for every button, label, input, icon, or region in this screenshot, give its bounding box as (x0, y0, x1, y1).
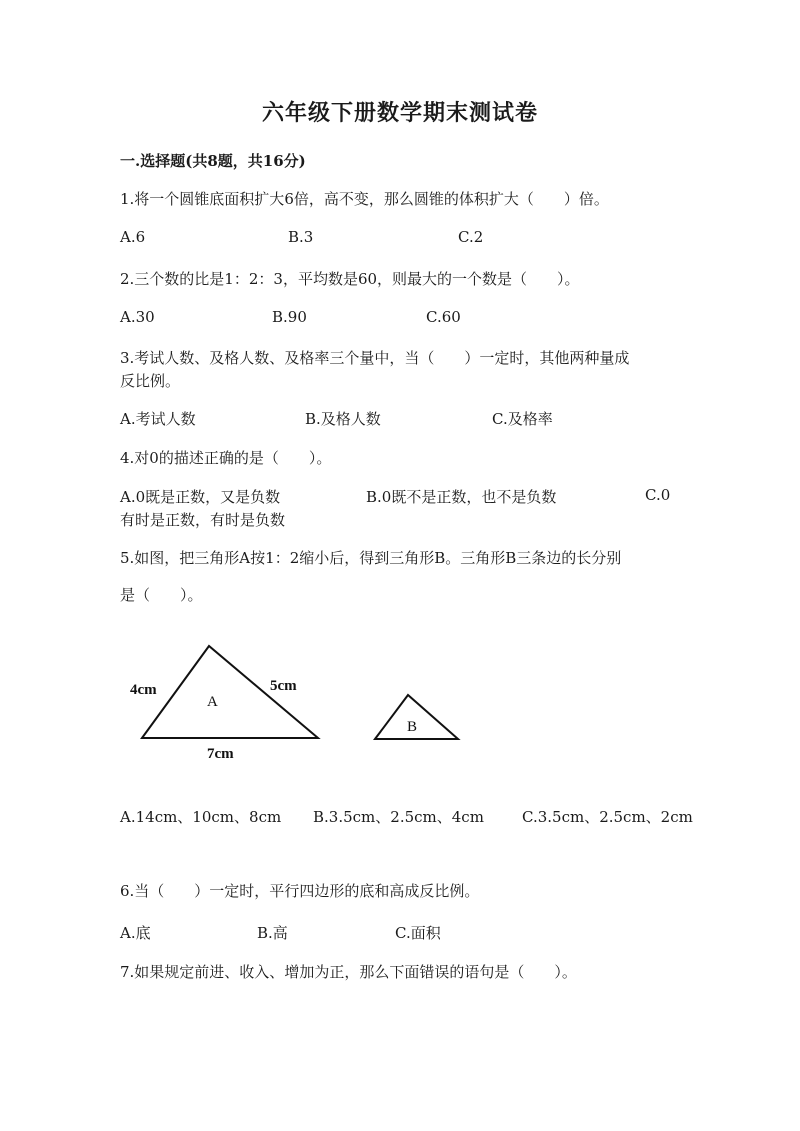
question-3-text-line-2: 反比例。 (120, 372, 181, 390)
question-1-option-a[interactable]: A.6 (120, 228, 146, 246)
question-3-option-b[interactable]: B.及格人数 (305, 410, 381, 428)
question-6-text: 6.当（ ）一定时，平行四边形的底和高成反比例。 (120, 882, 480, 900)
question-6-option-a[interactable]: A.底 (120, 924, 151, 942)
question-2-option-a[interactable]: A.30 (120, 308, 155, 326)
question-2-option-b[interactable]: B.90 (272, 308, 307, 326)
triangle-a-label: A (207, 694, 218, 710)
page-title: 六年级下册数学期末测试卷 (261, 100, 538, 126)
question-3-option-a[interactable]: A.考试人数 (120, 410, 196, 428)
question-4-option-c-continued[interactable]: 有时是正数，有时是负数 (120, 511, 286, 529)
section-heading: 一.选择题(共8题，共16分) (120, 152, 306, 170)
question-4-option-a[interactable]: A.0既是正数，又是负数 (120, 488, 281, 506)
question-4-option-c[interactable]: C.0 (645, 486, 671, 504)
question-5-text-line-2: 是（ ）。 (120, 586, 203, 604)
question-2-text: 2.三个数的比是1：2：3，平均数是60，则最大的一个数是（ ）。 (120, 270, 580, 288)
question-4-text: 4.对0的描述正确的是（ ）。 (120, 449, 332, 467)
question-1-option-b[interactable]: B.3 (288, 228, 314, 246)
question-3-text-line-1: 3.考试人数、及格人数、及格率三个量中，当（ ）一定时，其他两种量成 (120, 349, 630, 367)
question-2-option-c[interactable]: C.60 (426, 308, 461, 326)
triangle-figure (120, 638, 480, 768)
question-7-text: 7.如果规定前进、收入、增加为正，那么下面错误的语句是（ ）。 (120, 963, 577, 981)
question-1-option-c[interactable]: C.2 (458, 228, 484, 246)
question-5-option-a[interactable]: A.14cm、10cm、8cm (120, 808, 282, 826)
triangle-a-right-side-label: 5cm (270, 678, 297, 694)
question-1-text: 1.将一个圆锥底面积扩大6倍，高不变，那么圆锥的体积扩大（ ）倍。 (120, 190, 609, 208)
question-6-option-b[interactable]: B.高 (257, 924, 288, 942)
question-5-text-line-1: 5.如图，把三角形A按1：2缩小后，得到三角形B。三角形B三条边的长分别 (120, 549, 622, 567)
triangle-b-label: B (407, 719, 418, 735)
question-3-option-c[interactable]: C.及格率 (492, 410, 553, 428)
triangle-a-bottom-side-label: 7cm (207, 746, 234, 762)
question-5-option-c[interactable]: C.3.5cm、2.5cm、2cm (522, 808, 693, 826)
question-4-option-b[interactable]: B.0既不是正数，也不是负数 (366, 488, 557, 506)
question-6-option-c[interactable]: C.面积 (395, 924, 441, 942)
triangle-a-left-side-label: 4cm (130, 682, 157, 698)
question-5-option-b[interactable]: B.3.5cm、2.5cm、4cm (313, 808, 484, 826)
